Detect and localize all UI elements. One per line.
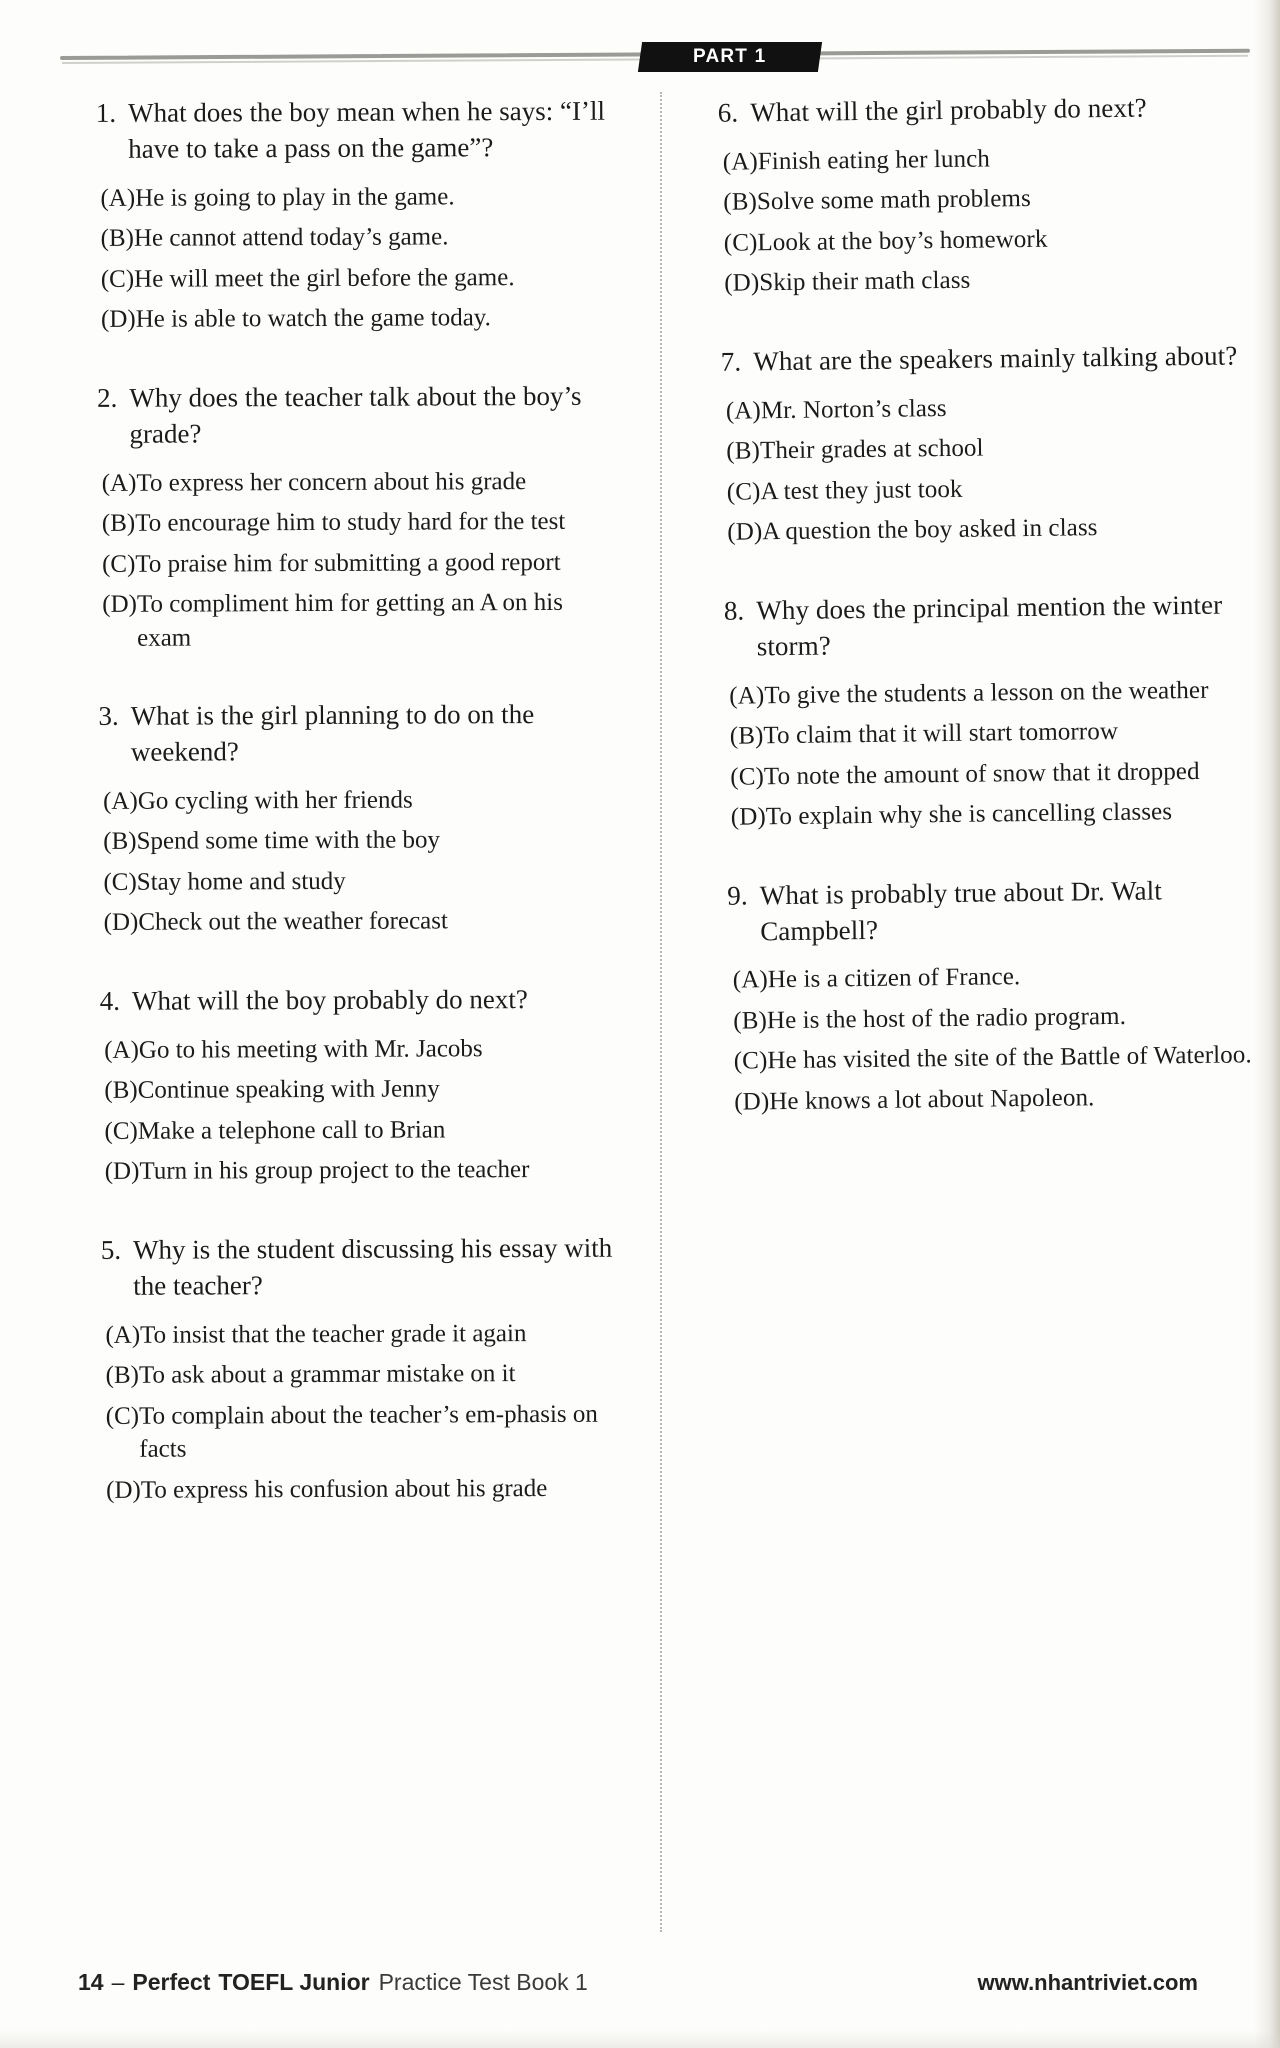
choice-option[interactable] bbox=[81, 823, 621, 859]
choice-option[interactable] bbox=[702, 261, 1242, 301]
question-text: What are the speakers mainly talking about? bbox=[753, 340, 1238, 377]
choice-text: Their grades at school bbox=[759, 434, 984, 465]
choice-text: To praise him for submitting a good report bbox=[135, 548, 561, 578]
question-number: 5. bbox=[100, 1234, 122, 1265]
footer-book-title: TOEFL Junior bbox=[218, 1969, 370, 1995]
choice-option[interactable] bbox=[712, 1039, 1252, 1079]
choice-list bbox=[83, 1316, 624, 1507]
choice-letter: (A) bbox=[100, 184, 136, 212]
choice-option[interactable] bbox=[82, 1031, 622, 1067]
choice-letter: (D) bbox=[106, 1476, 141, 1504]
question-number: 1. bbox=[95, 97, 117, 128]
choice-option[interactable] bbox=[84, 1357, 624, 1393]
choice-text: He knows a lot about Napoleon. bbox=[769, 1084, 1095, 1116]
question-text: Why does the principal mention the winter storm? bbox=[756, 589, 1223, 662]
choice-option[interactable] bbox=[701, 139, 1241, 179]
choice-text: To ask about a grammar mistake on it bbox=[138, 1360, 516, 1389]
choice-text: A question the boy asked in class bbox=[762, 514, 1098, 546]
choice-option[interactable] bbox=[701, 180, 1241, 220]
choice-text: Finish eating her lunch bbox=[757, 145, 991, 176]
choice-text: To compliment him for getting an A on his exam bbox=[136, 589, 563, 652]
choice-text: Go cycling with her friends bbox=[137, 786, 413, 815]
question-block bbox=[78, 94, 619, 337]
choice-option[interactable] bbox=[84, 1397, 624, 1466]
question-heading bbox=[79, 378, 619, 452]
choice-letter: (D) bbox=[102, 590, 137, 619]
choice-option[interactable] bbox=[79, 220, 619, 256]
choice-list bbox=[701, 139, 1243, 301]
choice-text: To complain about the teacher’s em-phasis on facts bbox=[139, 1400, 598, 1463]
choice-letter: (C) bbox=[100, 265, 135, 293]
choice-list bbox=[707, 673, 1249, 835]
choice-letter: (A) bbox=[722, 148, 758, 176]
question-heading bbox=[706, 587, 1247, 665]
choice-list bbox=[711, 958, 1253, 1120]
question-column-right bbox=[700, 92, 1252, 1163]
choice-text: To encourage him to study hard for the test bbox=[135, 508, 566, 537]
choice-list bbox=[81, 783, 622, 940]
choice-letter: (B) bbox=[100, 225, 135, 253]
question-heading bbox=[83, 1230, 623, 1304]
choice-option[interactable] bbox=[707, 673, 1247, 713]
choice-option[interactable] bbox=[81, 783, 621, 819]
choice-option[interactable] bbox=[84, 1471, 624, 1507]
choice-text: Stay home and study bbox=[136, 867, 346, 896]
choice-letter: (D) bbox=[104, 1158, 140, 1186]
choice-text: Check out the weather forecast bbox=[138, 907, 448, 937]
question-block bbox=[83, 1230, 624, 1507]
choice-text: He cannot attend today’s game. bbox=[133, 223, 449, 253]
choice-text: He is able to watch the game today. bbox=[135, 304, 491, 334]
choice-text: Make a telephone call to Brian bbox=[137, 1116, 446, 1145]
choice-option[interactable] bbox=[80, 545, 620, 581]
choice-letter: (D) bbox=[734, 1088, 770, 1116]
choice-option[interactable] bbox=[80, 505, 620, 541]
question-text: Why does the teacher talk about the boy’s grade? bbox=[129, 380, 582, 449]
choice-letter: (B) bbox=[105, 1361, 139, 1390]
question-number: 9. bbox=[727, 880, 748, 911]
choice-text: Solve some math problems bbox=[756, 185, 1031, 216]
part-label-text: PART 1 bbox=[693, 46, 767, 67]
choice-letter: (A) bbox=[101, 469, 137, 497]
question-block bbox=[706, 587, 1249, 834]
choice-text: He will meet the girl before the game. bbox=[134, 263, 515, 293]
choice-letter: (A) bbox=[729, 681, 765, 710]
choice-letter: (C) bbox=[733, 1047, 768, 1076]
choice-letter: (B) bbox=[104, 1077, 138, 1105]
choice-letter: (C) bbox=[101, 550, 136, 578]
page-footer bbox=[78, 1969, 1198, 1996]
question-heading bbox=[78, 94, 618, 168]
choice-letter: (A) bbox=[105, 1321, 141, 1349]
question-text: What is probably true about Dr. Walt Campbell? bbox=[759, 875, 1163, 946]
choice-text: To give the students a lesson on the weather bbox=[764, 676, 1209, 709]
choice-list bbox=[704, 388, 1246, 550]
question-column-left bbox=[78, 96, 618, 1551]
question-block bbox=[82, 982, 623, 1189]
question-text: What does the boy mean when he says: “I’ll have to take a pass on the game”? bbox=[128, 95, 605, 164]
choice-text: Mr. Norton’s class bbox=[760, 394, 947, 425]
question-heading bbox=[700, 89, 1240, 132]
choice-option[interactable] bbox=[80, 464, 620, 500]
choice-option[interactable] bbox=[82, 1072, 622, 1108]
choice-text: A test they just took bbox=[760, 475, 963, 506]
choice-text: Turn in his group project to the teacher bbox=[139, 1156, 530, 1186]
question-number: 3. bbox=[98, 700, 119, 732]
choice-text: He is a citizen of France. bbox=[767, 963, 1021, 994]
choice-text: Spend some time with the boy bbox=[136, 826, 441, 856]
column-divider bbox=[660, 92, 662, 1932]
choice-letter: (C) bbox=[103, 868, 137, 896]
question-number: 4. bbox=[99, 985, 121, 1016]
choice-letter: (A) bbox=[725, 397, 762, 425]
choice-option[interactable] bbox=[708, 754, 1248, 794]
choice-option[interactable] bbox=[705, 469, 1245, 509]
footer-dash: – bbox=[111, 1969, 125, 1995]
footer-website[interactable]: www.nhantriviet.com bbox=[977, 1970, 1198, 1995]
choice-letter: (B) bbox=[101, 509, 136, 538]
choice-option[interactable] bbox=[78, 179, 618, 215]
choice-text: To express her concern about his grade bbox=[136, 467, 527, 497]
choice-text: He is going to play in the game. bbox=[135, 183, 455, 212]
choice-text: Look at the boy’s homework bbox=[757, 225, 1048, 257]
page-edge-shading-right bbox=[1254, 0, 1280, 2048]
question-block bbox=[703, 338, 1245, 549]
question-block bbox=[700, 89, 1242, 300]
choice-letter: (C) bbox=[104, 1117, 138, 1145]
choice-option[interactable] bbox=[83, 1316, 623, 1352]
choice-option[interactable] bbox=[704, 429, 1244, 469]
choice-letter: (B) bbox=[723, 188, 758, 217]
choice-option[interactable] bbox=[708, 713, 1248, 753]
choice-option[interactable] bbox=[83, 1153, 623, 1189]
question-text: What is the girl planning to do on the weekend? bbox=[130, 699, 535, 767]
choice-text: He has visited the site of the Battle of Waterloo. bbox=[767, 1041, 1252, 1075]
question-heading bbox=[81, 697, 621, 771]
choice-text: To note the amount of snow that it dropped bbox=[763, 757, 1200, 790]
question-number: 2. bbox=[97, 382, 118, 413]
question-block bbox=[79, 378, 620, 655]
choice-list bbox=[82, 1031, 623, 1188]
choice-letter: (A) bbox=[732, 966, 768, 995]
choice-option[interactable] bbox=[81, 864, 621, 900]
choice-option[interactable] bbox=[712, 1079, 1252, 1119]
choice-option[interactable] bbox=[711, 958, 1251, 998]
choice-option[interactable] bbox=[82, 904, 622, 940]
footer-book-subtitle: Practice Test Book 1 bbox=[378, 1969, 588, 1995]
choice-letter: (A) bbox=[104, 1036, 139, 1064]
choice-letter: (C) bbox=[105, 1402, 140, 1430]
choice-text: Continue speaking with Jenny bbox=[137, 1075, 440, 1105]
question-text: What will the girl probably do next? bbox=[750, 92, 1147, 128]
question-heading bbox=[82, 982, 622, 1020]
choice-list bbox=[78, 179, 619, 336]
page-edge-shading-bottom bbox=[0, 2030, 1280, 2048]
choice-option[interactable] bbox=[82, 1112, 622, 1148]
choice-letter: (D) bbox=[727, 518, 763, 547]
choice-text: Skip their math class bbox=[759, 267, 971, 297]
choice-letter: (D) bbox=[103, 909, 139, 937]
question-block bbox=[710, 872, 1253, 1119]
choice-letter: (B) bbox=[729, 722, 764, 750]
choice-letter: (B) bbox=[103, 828, 137, 856]
choice-text: He is the host of the radio program. bbox=[766, 1002, 1127, 1035]
choice-letter: (C) bbox=[723, 229, 758, 257]
choice-letter: (C) bbox=[730, 762, 765, 791]
choice-option[interactable] bbox=[709, 794, 1249, 834]
choice-option[interactable] bbox=[702, 220, 1242, 260]
choice-option[interactable] bbox=[80, 586, 620, 655]
choice-text: To insist that the teacher grade it again bbox=[140, 1319, 527, 1349]
choice-option[interactable] bbox=[704, 388, 1244, 428]
choice-letter: (C) bbox=[726, 478, 761, 506]
part-label-tag bbox=[638, 42, 822, 72]
choice-letter: (B) bbox=[726, 437, 761, 466]
choice-letter: (D) bbox=[100, 306, 136, 334]
choice-option[interactable] bbox=[79, 260, 619, 296]
choice-text: To express his confusion about his grade bbox=[140, 1474, 548, 1504]
choice-text: Go to his meeting with Mr. Jacobs bbox=[138, 1035, 483, 1064]
page-header bbox=[60, 34, 1250, 70]
question-text: What will the boy probably do next? bbox=[131, 983, 528, 1016]
question-heading bbox=[703, 338, 1243, 381]
question-number: 8. bbox=[723, 595, 745, 626]
question-block bbox=[81, 697, 622, 940]
choice-text: To claim that it will start tomorrow bbox=[763, 718, 1119, 750]
question-number: 7. bbox=[720, 346, 742, 377]
choice-option[interactable] bbox=[711, 998, 1251, 1038]
footer-brand: Perfect bbox=[132, 1969, 211, 1995]
choice-option[interactable] bbox=[705, 510, 1245, 550]
question-heading bbox=[710, 872, 1251, 950]
choice-letter: (D) bbox=[730, 803, 766, 831]
footer-left-group bbox=[78, 1969, 588, 1996]
page-number: 14 bbox=[78, 1969, 104, 1995]
choice-letter: (D) bbox=[724, 269, 760, 298]
choice-text: To explain why she is cancelling classes bbox=[765, 798, 1173, 831]
choice-letter: (B) bbox=[733, 1007, 768, 1035]
question-number: 6. bbox=[717, 97, 739, 128]
choice-letter: (A) bbox=[103, 787, 138, 815]
question-text: Why is the student discussing his essay with the teacher? bbox=[132, 1232, 613, 1301]
choice-list bbox=[80, 464, 621, 655]
choice-option[interactable] bbox=[79, 301, 619, 337]
